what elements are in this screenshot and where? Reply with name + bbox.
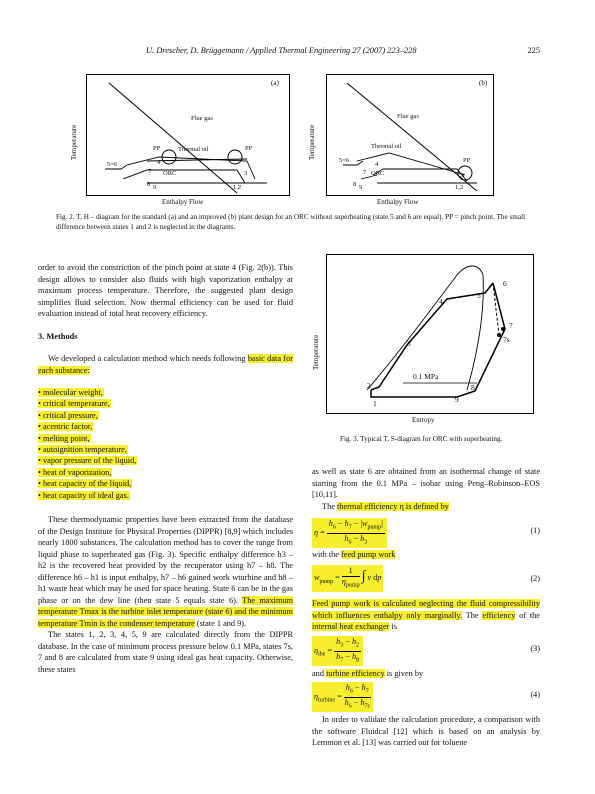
fig2a-orc-label: ORC bbox=[163, 170, 177, 177]
list-item: • vapor pressure of the liquid, bbox=[38, 456, 137, 466]
right-p2-text: The bbox=[322, 501, 337, 511]
eq1-number: (1) bbox=[530, 526, 540, 535]
left-p3-highlight: The maximum temperature Tmax is the turbine inlet temperature (state 6) and the minimum temperature Tmin is the condenser temperature bbox=[38, 595, 294, 628]
eq3-formula: $\eta_{ihe}$ = $\frac{h_3 - h_2}{h_7 - h_8}$ bbox=[312, 636, 363, 666]
left-column bbox=[38, 262, 293, 675]
left-paragraph-1: order to avoid the constriction of the pinch point at state 4 (Fig. 2(b)). This design allows to consider also fluids with high vaporization enthalpy at maximum process temperature. Therefore, the suggested plant design simplifies fluid selection. Now thermal efficiency can be used for fluid evaluation instead of total heat recovery efficiency. bbox=[38, 263, 293, 318]
left-p2-text: We developed a calculation method which needs following bbox=[48, 354, 248, 363]
equation-3 bbox=[312, 636, 540, 664]
list-item: • heat capacity of ideal gas. bbox=[38, 490, 129, 500]
list-item: • acentric factor, bbox=[38, 422, 93, 432]
fig2b-state4: 4 bbox=[375, 161, 379, 168]
right-paragraph-5 bbox=[312, 668, 540, 680]
fig2a-state9: 9 bbox=[153, 184, 157, 191]
fig2a-xlabel: Enthalpy Flow bbox=[162, 198, 204, 206]
fig2-panel-a bbox=[86, 74, 290, 196]
fig3-state4: 4 bbox=[439, 297, 443, 306]
equation-4 bbox=[312, 682, 540, 710]
fig2b-ylabel: Temperature bbox=[308, 124, 316, 160]
right-p2-highlight: thermal efficiency η is defined by bbox=[336, 501, 449, 511]
fig3-state5: 5 bbox=[477, 291, 481, 300]
right-paragraph-6: In order to validate the calculation procedure, a comparison with the software Fluidcal [12] which is based on an analysis by Lemmon et al. [13] was carried out for toluene bbox=[312, 715, 540, 747]
fig2b-state9: 9 bbox=[359, 184, 363, 191]
left-p2-highlight: basic data for each substance: bbox=[38, 354, 293, 375]
list-item: • critical pressure, bbox=[38, 410, 98, 420]
eq4-formula: $\eta_{turbine}$ = $\frac{h_6 - h_7}{h_6 - h_{7s}}$ bbox=[312, 682, 373, 712]
fig2b-pp-label: PP bbox=[463, 157, 471, 164]
fig2-panel-b bbox=[326, 74, 494, 196]
right-p3-text: with the bbox=[312, 550, 342, 559]
list-item: • molecular weight, bbox=[38, 388, 103, 397]
fig2a-ylabel: Temperature bbox=[70, 124, 78, 160]
fig2a-state4: 4 bbox=[157, 159, 161, 166]
right-p4-text2: of the bbox=[515, 610, 540, 620]
right-paragraph-1: as well as state 6 are obtained from an isothermal change of state starting from the 0.1 MPa – isobar using Peng–Robinson–EOS [10,11]. bbox=[312, 467, 540, 499]
fig3-state6: 6 bbox=[503, 279, 507, 288]
list-item: • melting point, bbox=[38, 433, 90, 443]
fig2a-state8: 8 bbox=[147, 181, 151, 188]
fig2a-tag: (a) bbox=[271, 79, 279, 87]
fig3-state3: 3 bbox=[407, 339, 411, 348]
fig2b-diagram bbox=[327, 75, 493, 195]
right-paragraph-2 bbox=[312, 501, 540, 513]
list-item: • heat capacity of the liquid, bbox=[38, 479, 132, 489]
right-p4-text: The bbox=[462, 610, 483, 620]
fig2a-pp1-label: PP bbox=[153, 145, 161, 152]
eq2-formula: $w_{pump}$ = $\frac{1}{\eta_{pump}}$ ∫ v dp bbox=[312, 565, 383, 592]
eq2-number: (2) bbox=[530, 574, 540, 583]
fig2a-state12: 1,2 bbox=[233, 184, 242, 191]
fig2b-orc-label: ORC bbox=[371, 170, 385, 177]
running-title: U. Drescher, D. Brüggemann / Applied Thermal Engineering 27 (2007) 223–228 bbox=[146, 46, 417, 55]
fig3-state1: 1 bbox=[373, 399, 377, 408]
list-item: • heat of vaporization, bbox=[38, 467, 112, 477]
fig2a-state3: 3 bbox=[244, 170, 248, 177]
fig2a-state56: 5=6 bbox=[107, 161, 118, 168]
list-item: • autoignition temperature, bbox=[38, 445, 127, 455]
right-p4-tail: is bbox=[389, 622, 398, 631]
left-paragraph-4: The states 1, 2, 3, 4, 5, 9 are calculated directly from the DIPPR database. In the case of minimum process pressure below 0.1 MPa, states 7s, 7 and 8 are calculated from state 9 using ideal gas heat capacity. Otherwise, these states bbox=[38, 630, 293, 674]
fig2b-state56: 5=6 bbox=[339, 157, 350, 164]
fig2a-state7: 7 bbox=[148, 168, 152, 175]
equation-1 bbox=[312, 516, 540, 544]
left-p3-tail: (state 1 and 9). bbox=[194, 618, 247, 628]
fig2b-xlabel: Enthalpy Flow bbox=[377, 198, 419, 206]
right-p4-ihx: internal heat exchanger bbox=[312, 622, 390, 631]
right-p4-efficiency: efficiency bbox=[482, 610, 516, 620]
fig3-frame bbox=[326, 254, 534, 414]
fig3-pressure-label: 0.1 MPa bbox=[413, 372, 439, 381]
fig2b-flue-label: Flue gas bbox=[397, 113, 419, 120]
section-heading: 3. Methods bbox=[38, 331, 78, 341]
property-list bbox=[38, 387, 293, 501]
left-paragraph-3 bbox=[38, 514, 293, 629]
fig3-state7: 7 bbox=[509, 321, 513, 330]
fig3-state2: 2 bbox=[367, 381, 371, 390]
fig2b-state3: 3 bbox=[461, 172, 465, 179]
fig3-ylabel: Temperature bbox=[312, 334, 320, 370]
list-item: • critical temperature, bbox=[38, 399, 110, 409]
fig2a-flue-label: Flue gas bbox=[191, 115, 213, 122]
left-p3-text: These thermodynamic properties have been extracted from the database of the Design Institute for Physical Properties (DIPPR) [8,9] which includes nearly 1800 substances. The calculation method has to cover the range from liquid phase to superheated gas (Fig. 3). Specific enthalpy difference h3 – h2 is the recovered heat provided by the recuperator using h7 – h8. The difference h6 – h1 is input enthalpy, h7 – h6 gained work wturbine and h8 – h1 waste heat which may be used for space heating. State 6 can be in the gas phase or on the dew line (then state 5 equals state 6). bbox=[38, 515, 293, 605]
fig2a-thermal-label: Thermal oil bbox=[178, 146, 209, 153]
fig2b-state8: 8 bbox=[353, 181, 357, 188]
fig3-xlabel: Entropy bbox=[412, 416, 435, 424]
page-number: 225 bbox=[527, 46, 540, 55]
right-p4-highlight: Feed pump work is calculated neglecting the fluid compressibility which influences enthalpy only marginally. bbox=[312, 599, 540, 620]
fig2b-state12: 1,2 bbox=[455, 184, 464, 191]
fig3-state8: 8 bbox=[471, 383, 475, 392]
right-paragraph-3 bbox=[312, 549, 540, 561]
right-p5-highlight: turbine efficiency bbox=[326, 669, 385, 678]
fig3-state7s: 7s bbox=[503, 335, 510, 344]
left-paragraph-2 bbox=[38, 353, 293, 376]
eq4-number: (4) bbox=[530, 690, 540, 699]
right-column bbox=[312, 466, 540, 512]
fig2b-tag: (b) bbox=[479, 79, 488, 87]
fig3-caption: Fig. 3. Typical T, S-diagram for ORC with superheating. bbox=[340, 435, 503, 443]
right-p5-text: and bbox=[312, 669, 327, 678]
eq1-formula: η = $\frac{h_6 - h_7 - |w_{pump}|}{h_6 - h_3}$ bbox=[312, 518, 387, 548]
right-paragraph-4 bbox=[312, 598, 540, 633]
eq3-number: (3) bbox=[530, 644, 540, 653]
fig2b-thermal-label: Thermal oil bbox=[371, 143, 402, 150]
fig3-state9: 9 bbox=[455, 395, 459, 404]
right-p3-highlight: feed pump work bbox=[341, 550, 396, 559]
fig2b-state7: 7 bbox=[363, 169, 367, 176]
fig2a-diagram bbox=[87, 75, 289, 195]
fig2a-pp2-label: PP bbox=[245, 145, 253, 152]
right-p5-tail: is given by bbox=[384, 669, 424, 678]
fig2-caption: Fig. 2. T, H – diagram for the standard (a) and an improved (b) plant design for an ORC without superheating (state 5 and 6 are equal). PP = pinch point. The small difference between states 1 and 2 is neglected in the diagrams. bbox=[56, 213, 526, 231]
equation-2 bbox=[312, 562, 540, 594]
